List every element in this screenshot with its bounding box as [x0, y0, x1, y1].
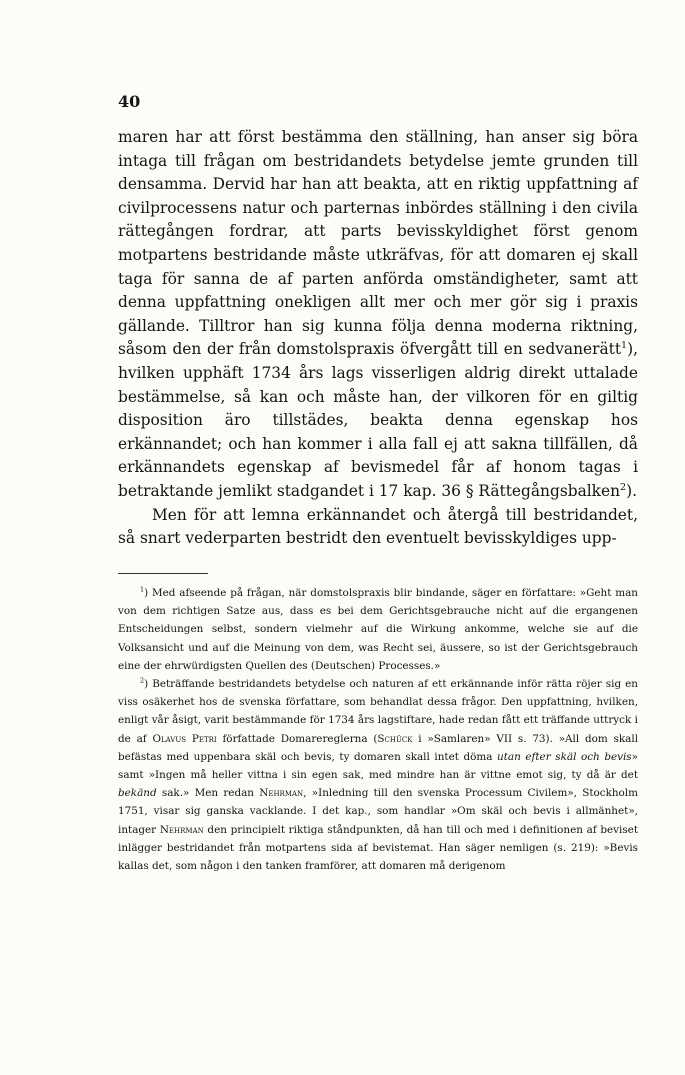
footnote-2-text: sak.» Men redan: [156, 787, 260, 800]
paragraph-2: Men för att lemna erkännandet och återgå till bestridandet, så snart vederparten bestridt den eventuelt bevisskyldiges upp-: [118, 505, 638, 548]
footnote-1-text: ) Med afseende på frågan, när domstolspraxis blir bindande, säger en författare: »Geht man von dem richtigen Satze aus, dass es bei dem Gerichtsgebrauche nicht auf die ergangenen Entscheidungen selbst, sondern vielmehr auf die Wirkung ankomme, welche sie auf die Volksansicht und auf die Meinung von dem, was Recht sei, äussere, so ist der Gerichtsgebrauch eine der ehrwürdigsten Quellen des (Deutschen) Processes.»: [118, 587, 638, 672]
paragraph-1-text: maren har att först bestämma den ställning, han anser sig böra intaga till frågan om bestridandets betydelse jemte grunden till densamma. Dervid har han att beakta, att en riktig uppfattning af civilprocessens natur och parternas inbördes ställning i den civila rättegången fordrar, att parts bevisskyldighet först genom motpartens bestridande måste utkräfvas, för att domaren ej skall taga för sanna de af parten anförda omständigheter, samt att denna uppfattning onekligen allt mer och mer gör sig i praxis gällande. Tilltror han sig kunna följa denna moderna riktning, såsom den der från domstolspraxis öfvergått till en sedvanerätt: [118, 128, 638, 359]
footnote-ref-2: 2: [620, 481, 627, 493]
footnote-2-text: författade Domarereglerna (: [216, 732, 378, 745]
paragraph-1-text-end: ).: [626, 481, 637, 500]
footnote-2-text: , »Inledning till den svenska Processum Civilem», Stockholm 1751, visar sig ganska vacklande. I det kap., som handlar »Om skäl och bevis i allmänhet», intager: [118, 787, 638, 836]
footnotes: [118, 584, 638, 875]
footnote-2-text: den principielt riktiga ståndpunkten, då han till och med i definitionen af beviset inlägger bestridandet från motpartens sida af bevistemat. Han säger nemligen (s. 219): »Bevis kallas det, som någon i den tanken framförer, att domaren må derigenom: [118, 823, 638, 873]
paragraph-1: [118, 126, 638, 504]
page-number: 40: [118, 92, 141, 111]
author-name: Nehrman: [159, 823, 204, 836]
paragraph-1-text-cont: ), hvilken upphäft 1734 års lags visserligen aldrig direkt uttalade bestämmelse, så kan och måste han, der vilkoren för en giltig disposition äro tillstädes, beakta denna egenskap hos erkännandet; och han kommer i alla fall ej att sakna tillfällen, då erkännandets egenskap af bevismedel får af honom tagas i betraktande jemlikt stadgandet i 17 kap. 36 § Rättegångsbalken: [118, 340, 638, 500]
footnote-2-text: i »Samlaren» VII s. 73). »All dom skall befästas med uppenbara skäl och bevis, ty domaren skall intet döma: [118, 732, 639, 763]
author-name: Nehrman: [259, 787, 304, 800]
emphasis: bekänd: [118, 787, 157, 800]
footnote-2: [118, 675, 638, 875]
footnote-2-mark: 2: [140, 676, 145, 685]
footnote-2-text: ) Beträffande bestridandets betydelse och naturen af ett erkännande inför rätta röjer sig en viss osäkerhet hos de svenska författare, som behandlat dessa frågor. Den uppfattning, hvilken, enligt vår åsigt, varit bestämmande för 1734 års lagstiftare, hade redan fått ett träffande uttryck i de af: [118, 678, 638, 745]
author-name: Schück: [377, 732, 413, 745]
main-text: [118, 126, 638, 551]
footnote-1: [118, 584, 638, 675]
footnote-ref-1: 1: [621, 340, 628, 352]
footnote-2-text: » samt »Ingen må heller vittna i sin egen sak, med mindre han är vittne emot sig, ty då är det: [118, 750, 639, 782]
footnote-1-mark: 1: [140, 585, 145, 594]
emphasis: utan efter skäl och bevis: [497, 750, 632, 763]
author-name: Olavus Petri: [152, 732, 217, 745]
footnote-divider: [118, 573, 208, 574]
